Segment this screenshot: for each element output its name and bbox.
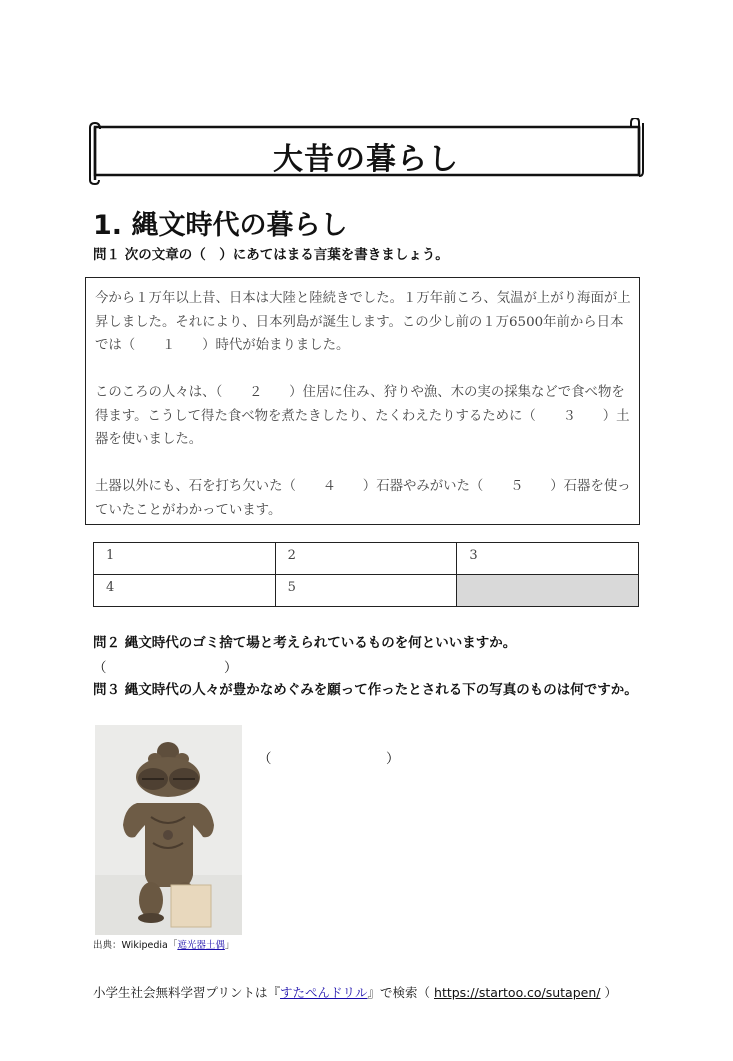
- question-2-answer-open: （: [93, 660, 107, 676]
- footer-url[interactable]: https://startoo.co/sutapen/: [434, 985, 601, 1000]
- caption-suffix: 」: [224, 940, 235, 951]
- footer-link[interactable]: すたぺんドリル: [280, 985, 368, 1000]
- caption-prefix: 出典：Wikipedia「: [93, 940, 178, 951]
- dogu-photo: [95, 725, 242, 935]
- passage-paragraph-2: このころの人々は、（ ２ ）住居に住み、狩りや漁、木の実の採集などで食べ物を得ます。こうして得た食べ物を煮たきしたり、たくわえたりするために（ ３ ）土器を使いました。: [95, 385, 630, 447]
- passage-paragraph-3: 土器以外にも、石を打ち欠いた（ ４ ）石器やみがいた（ ５ ）石器を使っていたことがわかっています。: [95, 479, 631, 518]
- question-3-answer-close: ）: [386, 751, 400, 767]
- question-3-prompt: 問３ 縄文時代の人々が豊かなめぐみを願って作ったとされる下の写真のものは何ですか。: [93, 682, 638, 698]
- question-2-prompt: 問２ 縄文時代のゴミ捨て場と考えられているものを何といいますか。: [93, 635, 517, 651]
- title-banner: [86, 118, 646, 186]
- answer-row: [94, 575, 639, 607]
- answer-cell-5[interactable]: 5: [275, 575, 457, 607]
- answer-cell-2[interactable]: 2: [275, 543, 457, 575]
- dogu-figurine-icon: [95, 725, 242, 935]
- caption-link[interactable]: 遮光器土偶: [177, 940, 225, 951]
- footer: [93, 983, 617, 1001]
- answer-cell-4[interactable]: 4: [94, 575, 276, 607]
- footer-middle: 』で検索（: [367, 985, 435, 1000]
- section-title: 1. 縄文時代の暮らし: [93, 210, 348, 241]
- footer-suffix: ）: [600, 985, 617, 1000]
- answer-table: [93, 542, 639, 607]
- reading-passage: [85, 277, 640, 525]
- answer-cell-3[interactable]: 3: [457, 543, 639, 575]
- answer-row: [94, 543, 639, 575]
- page-title: 大昔の暮らし: [273, 142, 459, 177]
- question-1-prompt: 問１ 次の文章の（ ）にあてはまる言葉を書きましょう。: [93, 247, 449, 263]
- question-3-answer-open: （: [258, 751, 272, 767]
- question-2-answer-close: ）: [224, 660, 238, 676]
- answer-cell-empty: [457, 575, 639, 607]
- photo-caption: [93, 937, 234, 951]
- footer-prefix: 小学生社会無料学習プリントは『: [93, 985, 281, 1000]
- passage-paragraph-1: 今から１万年以上昔、日本は大陸と陸続きでした。１万年前ころ、気温が上がり海面が上昇しました。それにより、日本列島が誕生します。この少し前の１万6500年前から日本では（ １ ）時代が始まりました。: [95, 291, 631, 353]
- answer-cell-1[interactable]: 1: [94, 543, 276, 575]
